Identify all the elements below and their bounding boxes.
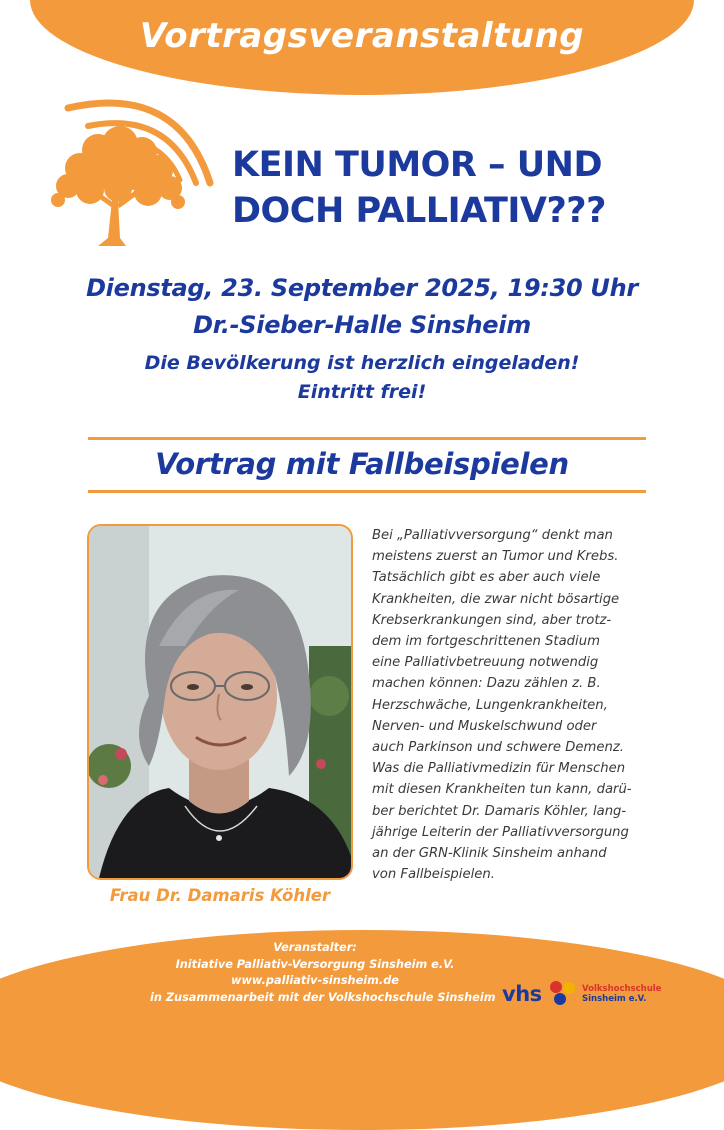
- description-line: Tatsächlich gibt es aber auch viele: [372, 570, 601, 586]
- footer-label: Veranstalter:: [273, 941, 357, 954]
- description-line: Krebserkrankungen sind, aber trotz-: [372, 612, 612, 628]
- description-line: Bei „Palliativversorgung“ denkt man: [372, 528, 613, 543]
- description-line: von Fallbeispielen.: [372, 867, 495, 883]
- description-line: eine Palliativbetreuung notwendig: [372, 655, 599, 671]
- event-place: Dr.-Sieber-Halle Sinsheim: [193, 311, 531, 339]
- vhs-logo-name: Volkshochschule Sinsheim e.V.: [582, 984, 662, 1004]
- footer-organizer: [150, 940, 496, 1006]
- headline-line-2: DOCH PALLIATIV???: [232, 191, 606, 231]
- description-line: Was die Palliativmedizin für Menschen: [372, 761, 626, 777]
- footer-organization: Initiative Palliativ-Versorgung Sinsheim e.V.: [175, 957, 455, 971]
- tree-logo-icon: [28, 88, 218, 253]
- description-line: dem im fortgeschrittenen Stadium: [372, 634, 600, 650]
- description-line: meistens zuerst an Tumor und Krebs.: [372, 549, 619, 565]
- description-line: auch Parkinson und schwere Demenz.: [372, 740, 624, 756]
- footer-website-link[interactable]: www.palliativ-sinsheim.de: [231, 974, 399, 988]
- vhs-dots-icon: [548, 980, 578, 1006]
- page-title: Vortragsveranstaltung: [139, 16, 585, 56]
- description-line: jährige Leiterin der Palliativversorgung: [372, 824, 629, 840]
- footer-partner: in Zusammenarbeit mit der Volkshochschule Sinsheim: [150, 990, 496, 1004]
- speaker-portrait-image: [89, 526, 351, 878]
- speaker-caption: Frau Dr. Damaris Köhler: [109, 886, 331, 905]
- vhs-logo-word: vhs: [502, 982, 542, 1006]
- headline-line-1: KEIN TUMOR – UND: [232, 145, 602, 185]
- divider-top: [88, 437, 646, 440]
- section-title: Vortrag mit Fallbeispielen: [155, 447, 569, 481]
- speaker-photo: [87, 524, 353, 880]
- event-date: Dienstag, 23. September 2025, 19:30 Uhr: [86, 274, 638, 302]
- divider-bottom: [88, 490, 646, 493]
- description-line: an der GRN-Klinik Sinsheim anhand: [372, 846, 607, 862]
- description-line: mit diesen Krankheiten tun kann, darü-: [372, 782, 632, 798]
- description-line: Herzschwäche, Lungenkrankheiten,: [372, 697, 608, 713]
- description-line: Nerven- und Muskelschwund oder: [372, 718, 597, 734]
- headline: [232, 142, 702, 234]
- event-invitation: Die Bevölkerung ist herzlich eingeladen!: [144, 352, 580, 374]
- description-text: [372, 525, 702, 885]
- vhs-logo: [502, 978, 662, 1010]
- description-line: machen können: Dazu zählen z. B.: [372, 676, 601, 692]
- event-entry: Eintritt frei!: [297, 381, 427, 403]
- description-line: Krankheiten, die zwar nicht bösartige: [372, 591, 620, 607]
- description-line: ber berichtet Dr. Damaris Köhler, lang-: [372, 803, 627, 819]
